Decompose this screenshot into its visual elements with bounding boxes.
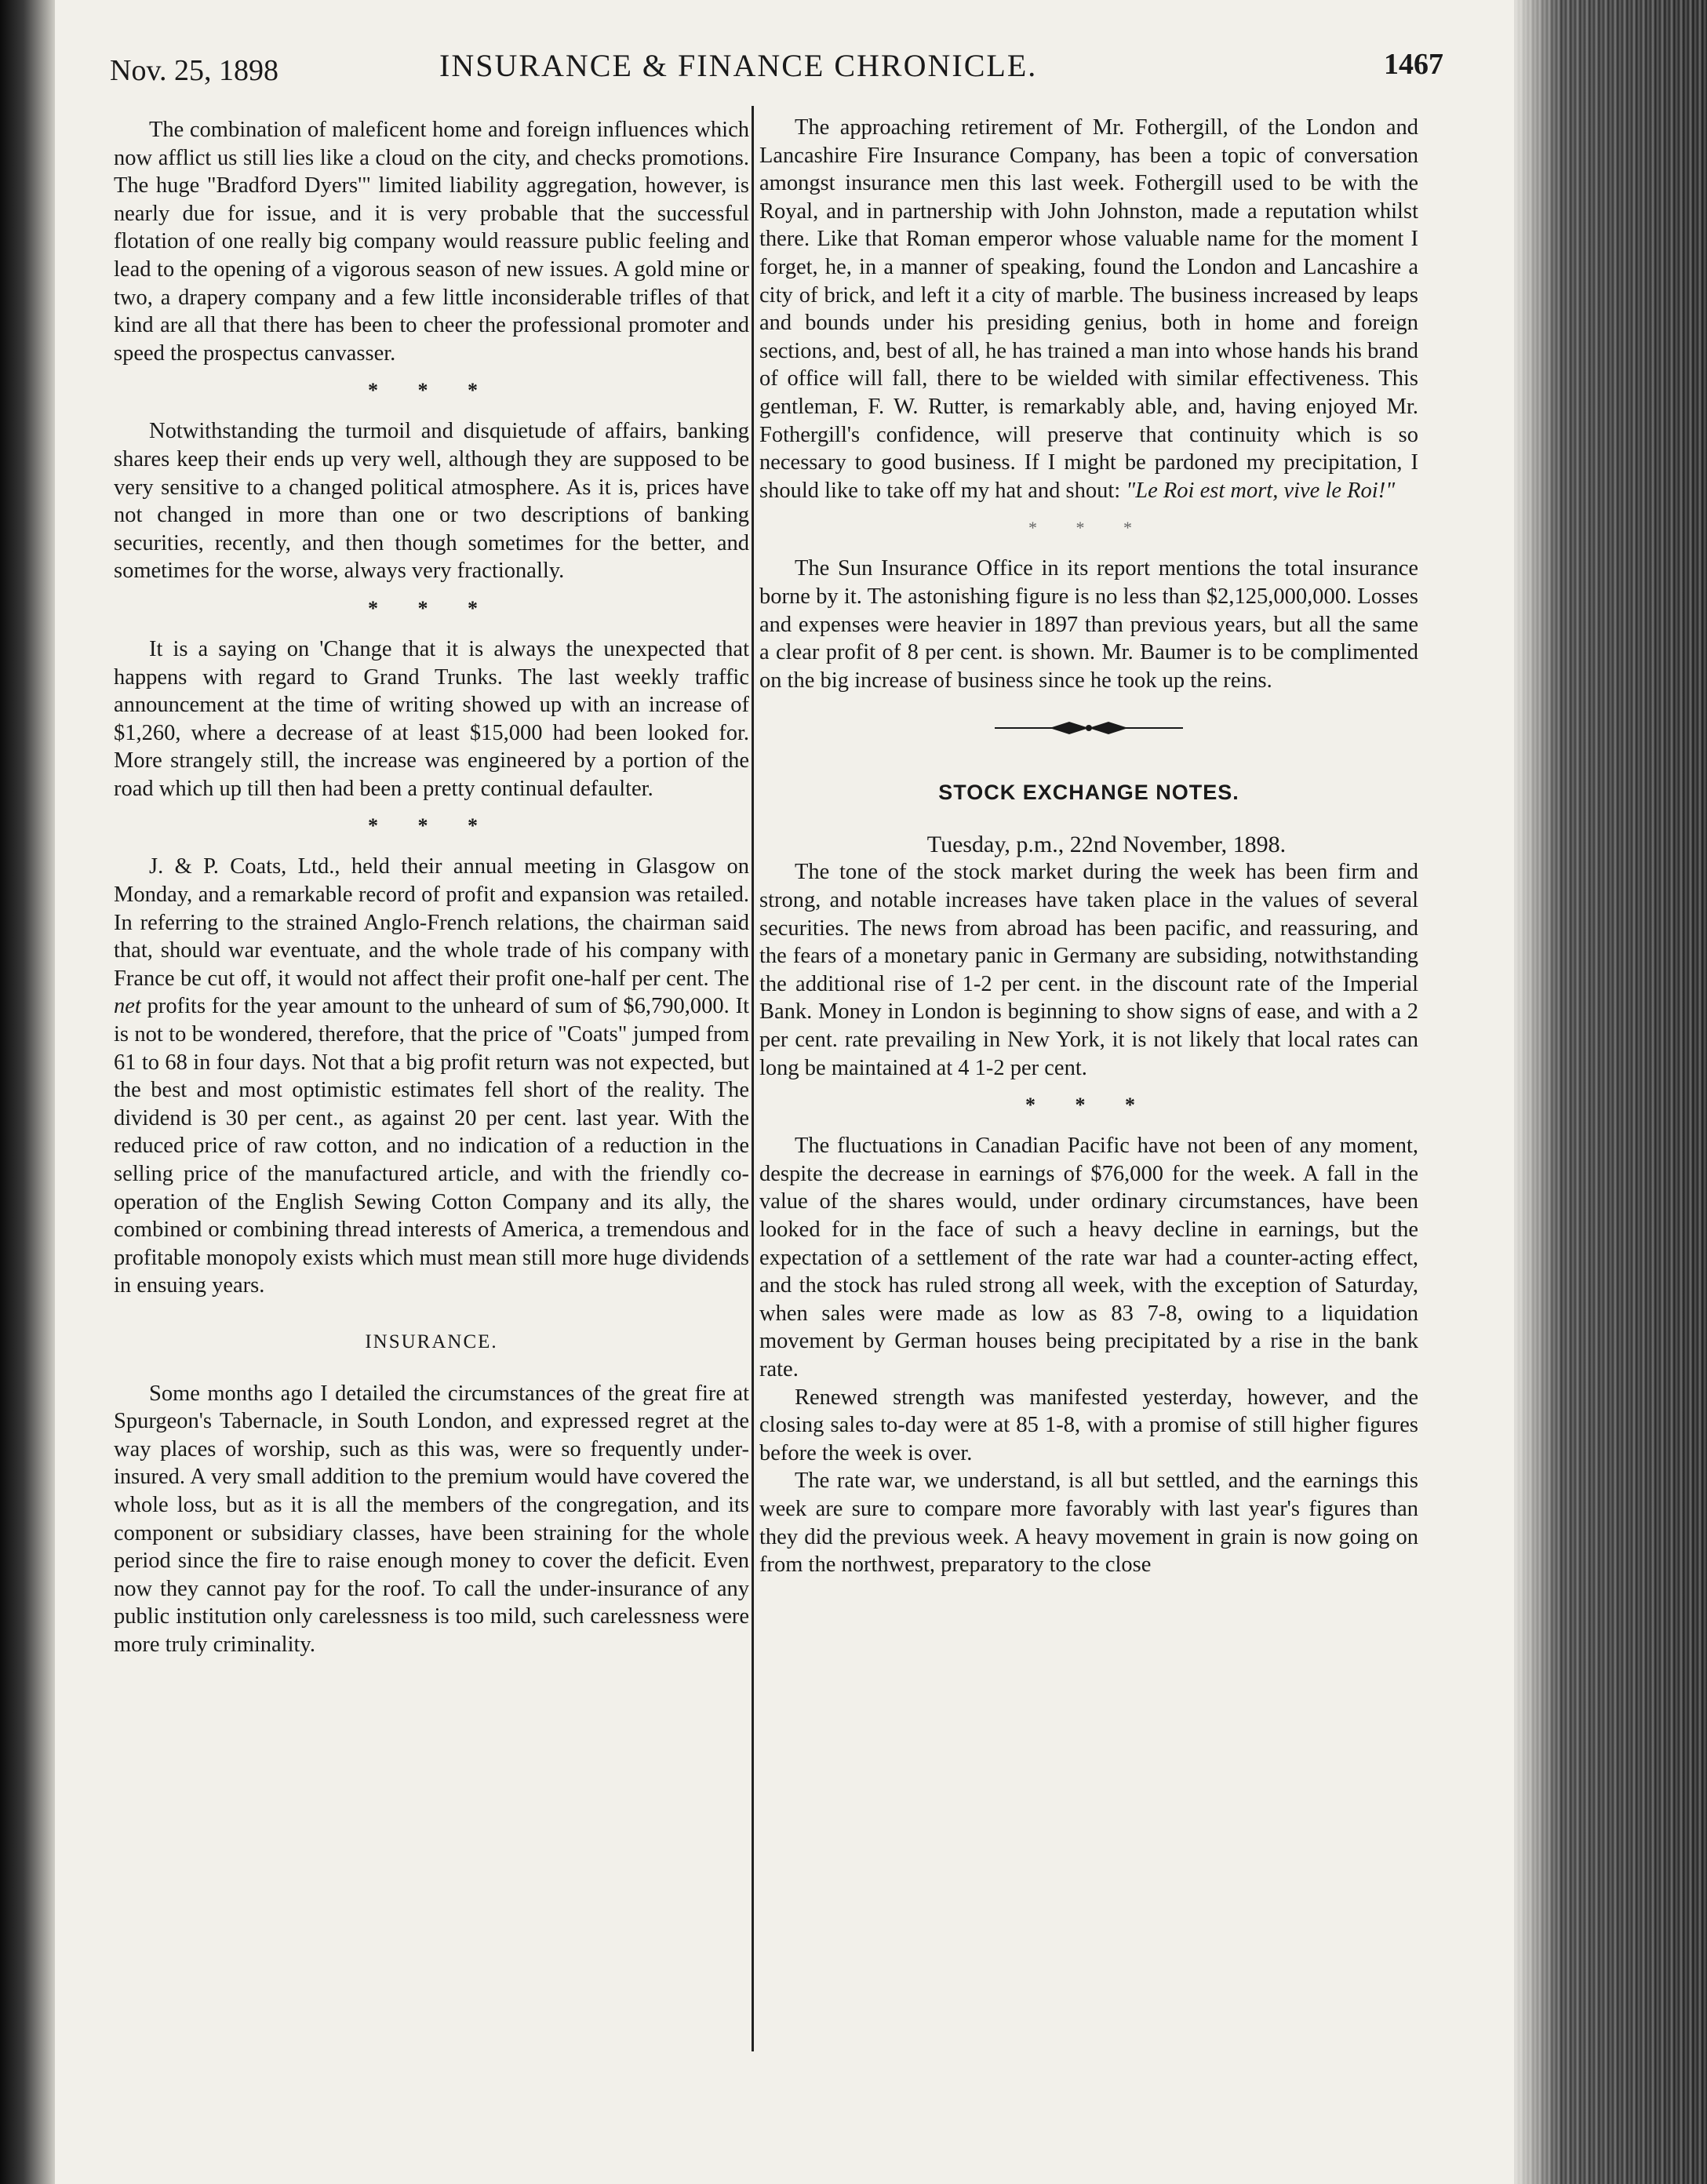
paragraph-grand-trunks: It is a saying on 'Change that it is always the unexpected that happens with regard to Grand Trunks. The last weekly traffic announcement at the time of writing showed up with an increase of $1,260, where a decrease of at least $15,000 had been looked for. More strangely still, the increase was engineered by a portion of the road which up till then had been a pretty continual defaulter. (114, 636, 749, 801)
section-divider-stars: * * * (368, 814, 495, 838)
issue-date: Nov. 25, 1898 (110, 54, 278, 87)
section-divider-stars: * * * (1025, 1094, 1152, 1117)
paragraph-canadian-pacific: The fluctuations in Canadian Pacific have not been of any moment, despite the decrease in earnings of $76,000 for the week. A fall in the value of the shares would, under ordinary circumstances, have been looked for in the face of such a heavy decline in earnings, but the expectation of a settlement of the rate war had a counter-acting effect, and the stock has ruled strong all week, with the exception of Saturday, when sales were made as low as 83 7-8, owing to a liquidation movement by German houses being precipitated by a rise in the bank rate. (759, 1134, 1418, 1381)
paragraph-fothergill: The approaching retirement of Mr. Fothergill, of the London and Lancashire Fire Insurance Company, has been a topic of conversation amongst insurance men this last week. Fothergill used to be with the Royal, and in partnership with John Johnston, made a reputation whilst there. Like that Roman emperor whose valuable name for the moment I forget, he, in a manner of speaking, found the London and Lancashire a city of brick, and left it a city of marble. The business increased by leaps and bounds under his presiding genius, both in home and foreign sections, and, best of all, he has trained a man into whose hands his brand of office will fall, there to be wielded with similar effectiveness. This gentleman, F. W. Rutter, is remarkably able, and, having enjoyed Mr. Fothergill's confidence, will preserve that continuity which is so necessary to good business. If I might be pardoned my precipitation, I should like to take off my hat and shout: "Le Roi est mort, vive le Roi!" (759, 115, 1418, 503)
emphasis-net: net (114, 994, 141, 1019)
insurance-heading: INSURANCE. (365, 1330, 498, 1352)
column-rule (752, 106, 754, 2051)
paragraph-coats-meeting: J. & P. Coats, Ltd., held their annual meeting in Glasgow on Monday, and a remarkable record of profit and expansion was retailed. In referring to the strained Anglo-French relations, the chairman said that, should war eventuate, and the whole trade of his company with France be cut off, it would not affect their profit one-half per cent. The net profits for the year amount to the unheard of sum of $6,790,000. It is not to be wondered, therefore, that the price of "Coats" jumped from 61 to 68 in four days. Not that a big profit return was not expected, but the best and most optimistic estimates fell short of the reality. The dividend is 30 per cent., as against 20 per cent. last year. With the reduced price of raw cotton, and no indication of a reduction in the selling price of the manufactured article, and with the friendly co-operation of the English Sewing Cotton Company and its ally, the combined or combining thread interests of America, a tremendous and profitable monopoly exists which must mean still more huge dividends in ensuing years. (114, 854, 749, 1298)
page-header (110, 47, 1443, 94)
ornament-divider-icon (995, 705, 1183, 751)
paragraph-spurgeons-fire: Some months ago I detailed the circumstances of the great fire at Spurgeon's Tabernacle, in South London, and expressed regret at the way places of worship, such as this was, were so frequently under-insured. A very small addition to the premium would have covered the whole loss, but as it is all the members of the congregation, and its component or subsidiary classes, have been straining for the whole period since the fire to raise enough money to cover the deficit. Even now they cannot pay for the roof. To call the under-insurance of any public institution only carelessness is too mild, such carelessness were more truly criminality. (114, 1381, 749, 1657)
section-divider-stars: * * * (1028, 518, 1149, 538)
binding-gutter (0, 0, 55, 2184)
paragraph-promotions: The combination of maleficent home and foreign influences which now afflict us still lies like a cloud on the city, and checks promotions. The huge "Bradford Dyers'" limited liability aggregation, however, is nearly due for issue, and it is very probable that the successful flotation of one really big company would reassure public feeling and lead to the opening of a vigorous season of new issues. A gold mine or two, a drapery company and a few little inconsiderable trifles of that kind are all that there has been to cheer the professional promoter and speed the prospectus canvasser. (114, 118, 749, 366)
report-dateline: Tuesday, p.m., 22nd November, 1898. (926, 831, 1287, 857)
french-quote: "Le Roi est mort, vive le Roi!" (1126, 478, 1396, 503)
left-column (114, 116, 749, 1659)
paragraph-sun-insurance: The Sun Insurance Office in its report mentions the total insurance borne by it. The astonishing figure is no less than $2,125,000,000. Losses and expenses were heavier in 1897 than previous years, but all the same a clear profit of 8 per cent. is shown. Mr. Baumer is to be complimented on the big increase of business since he took up the reins. (759, 556, 1418, 693)
paragraph-banking-shares: Notwithstanding the turmoil and disquietude of affairs, banking shares keep their ends up very well, although they are supposed to be very sensitive to a changed political atmosphere. As it is, prices have not changed in more than one or two descriptions of banking securities, recently, and then though sometimes for the better, and sometimes for the worse, always very fractionally. (114, 419, 749, 584)
publication-title: INSURANCE & FINANCE CHRONICLE. (439, 48, 1038, 83)
page-number: 1467 (1384, 48, 1443, 81)
paragraph-renewed-strength: Renewed strength was manifested yesterday, however, and the closing sales to-day were at 85 1-8, with a promise of still higher figures before the week is over. (759, 1385, 1418, 1465)
section-divider-stars: * * * (368, 596, 495, 620)
paragraph-market-tone: The tone of the stock market during the week has been firm and strong, and notable increases have taken place in the values of several securities. The news from abroad has been pacific, and reassuring, and the fears of a monetary panic in Germany are subsiding, notwithstanding the additional rise of 1-2 per cent. in the discount rate of the Imperial Bank. Money in London is beginning to show signs of ease, and with a 2 per cent. rate prevailing in New York, it is not likely that local rates can long be maintained at 4 1-2 per cent. (759, 860, 1418, 1080)
ornamental-rule (759, 705, 1418, 751)
book-page-edges (1514, 0, 1707, 2184)
paragraph-rate-war: The rate war, we understand, is all but settled, and the earnings this week are sure to compare more favorably with last year's figures than they did the previous week. A heavy movement in grain is now going on from the northwest, preparatory to the close (759, 1469, 1418, 1578)
stock-exchange-heading: STOCK EXCHANGE NOTES. (938, 781, 1239, 805)
right-column (759, 114, 1418, 1579)
section-divider-stars: * * * (368, 379, 495, 402)
